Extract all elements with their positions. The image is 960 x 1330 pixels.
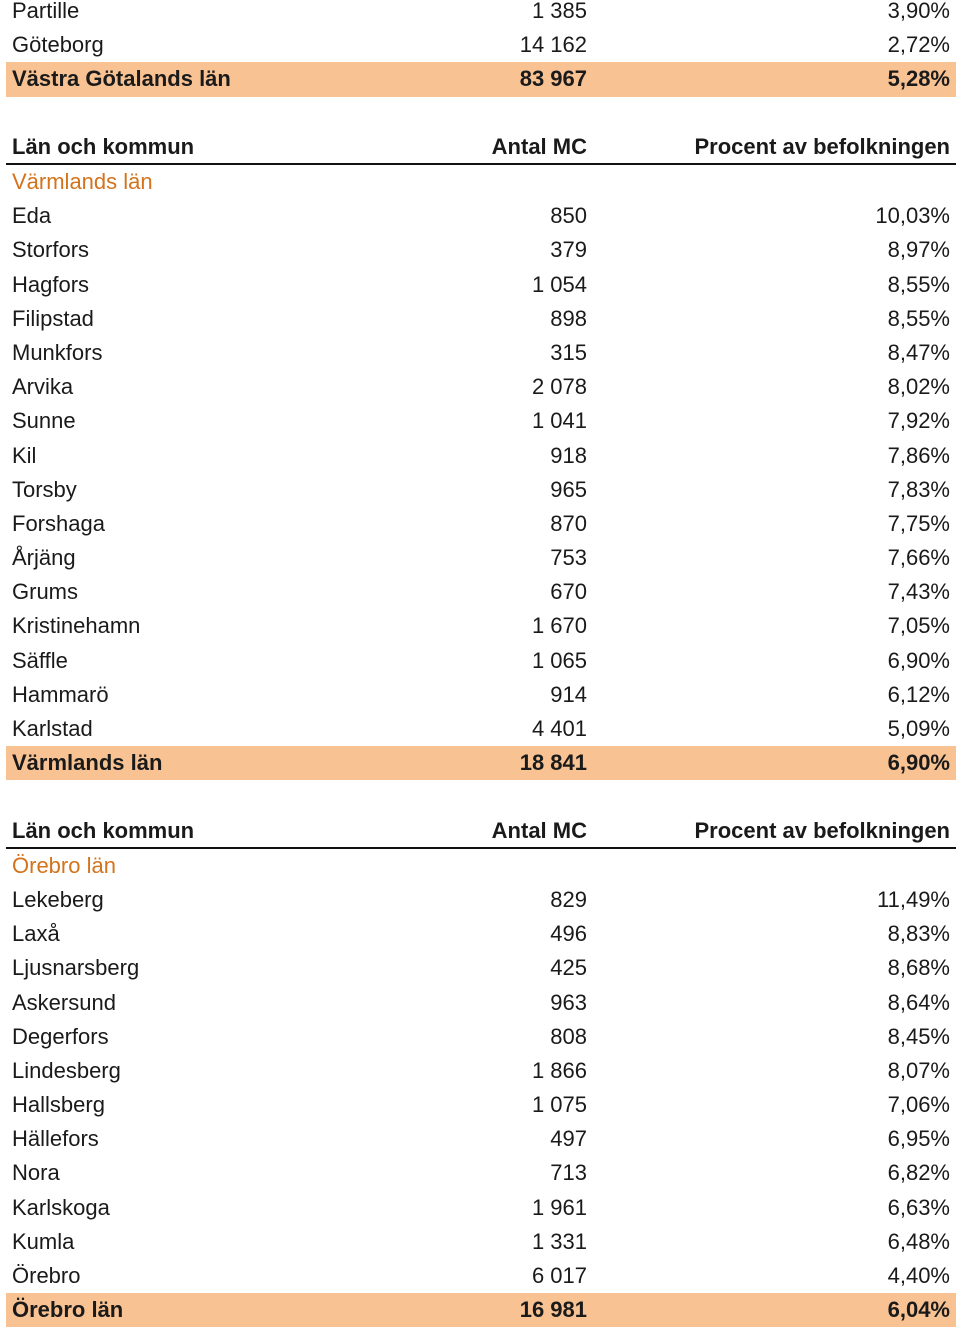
mc-count: 2 078: [531, 374, 587, 400]
percent-population: 8,55%: [887, 305, 950, 331]
percent-population: 7,06%: [887, 1092, 950, 1118]
percent-population: 5,09%: [887, 716, 950, 742]
municipality-name: Storfors: [12, 237, 90, 263]
mc-count: 425: [550, 955, 587, 981]
percent-population: 8,55%: [887, 271, 950, 297]
percent-population: 7,86%: [887, 442, 950, 468]
mc-count: 829: [550, 886, 587, 912]
header-mc-count: Antal MC: [491, 133, 587, 159]
percent-population: 8,07%: [887, 1057, 950, 1083]
municipality-name: Eda: [12, 203, 52, 229]
mc-count: 1 054: [531, 271, 587, 297]
mc-count: 14 162: [519, 32, 587, 58]
header-mc-count: Antal MC: [491, 817, 587, 843]
mc-count: 1 041: [531, 408, 587, 434]
municipality-name: Hammarö: [12, 681, 109, 707]
blank-spacer-row: [6, 97, 956, 131]
total-mc-count: 18 841: [519, 750, 587, 776]
mc-count: 670: [550, 579, 587, 605]
percent-population: 2,72%: [887, 32, 950, 58]
municipality-name: Hagfors: [12, 271, 90, 297]
percent-population: 8,02%: [887, 374, 950, 400]
municipality-name: Grums: [12, 579, 78, 605]
mc-count: 918: [550, 442, 587, 468]
municipality-name: Laxå: [12, 921, 60, 947]
municipality-name: Degerfors: [12, 1023, 109, 1049]
mc-count: 1 670: [531, 613, 587, 639]
mc-count: 1 331: [531, 1228, 587, 1254]
spreadsheet-table: [6, 0, 956, 1327]
table-row: [6, 370, 956, 404]
municipality-name: Torsby: [12, 476, 77, 502]
header-municipality: Län och kommun: [12, 817, 195, 843]
county-heading: Värmlands län: [12, 169, 153, 195]
column-header-row: [6, 815, 956, 849]
table-row: [6, 541, 956, 575]
percent-population: 6,63%: [887, 1194, 950, 1220]
percent-population: 8,45%: [887, 1023, 950, 1049]
table-row: [6, 28, 956, 62]
table-row: [6, 1191, 956, 1225]
table-row: [6, 1156, 956, 1190]
total-name: Örebro län: [12, 1297, 124, 1323]
municipality-name: Hällefors: [12, 1126, 99, 1152]
table-row: [6, 712, 956, 746]
municipality-name: Lekeberg: [12, 886, 104, 912]
header-percent-population: Procent av befolkningen: [694, 817, 950, 843]
blank-spacer-row: [6, 780, 956, 814]
mc-count: 870: [550, 510, 587, 536]
mc-count: 379: [550, 237, 587, 263]
percent-population: 7,92%: [887, 408, 950, 434]
total-percent: 6,90%: [887, 750, 950, 776]
municipality-name: Kil: [12, 442, 37, 468]
municipality-name: Filipstad: [12, 305, 94, 331]
percent-population: 7,43%: [887, 579, 950, 605]
percent-population: 6,82%: [887, 1160, 950, 1186]
percent-population: 6,95%: [887, 1126, 950, 1152]
mc-count: 753: [550, 545, 587, 571]
municipality-name: Årjäng: [12, 545, 76, 571]
table-row: [6, 1088, 956, 1122]
total-percent: 6,04%: [887, 1297, 950, 1323]
municipality-name: Hallsberg: [12, 1092, 105, 1118]
municipality-name: Arvika: [12, 374, 74, 400]
total-percent: 5,28%: [887, 66, 950, 92]
mc-count: 914: [550, 681, 587, 707]
total-mc-count: 83 967: [519, 66, 587, 92]
percent-population: 6,90%: [887, 647, 950, 673]
table-row: [6, 302, 956, 336]
county-heading-row: [6, 849, 956, 883]
table-row: [6, 678, 956, 712]
percent-population: 11,49%: [877, 886, 950, 912]
percent-population: 8,68%: [887, 955, 950, 981]
table-row: [6, 1122, 956, 1156]
percent-population: 8,83%: [887, 921, 950, 947]
table-row: [6, 438, 956, 472]
county-total-row: [6, 62, 956, 96]
percent-population: 3,90%: [887, 0, 950, 24]
mc-count: 496: [550, 921, 587, 947]
mc-count: 6 017: [531, 1263, 587, 1289]
column-header-row: [6, 131, 956, 165]
table-row: [6, 1054, 956, 1088]
municipality-name: Forshaga: [12, 510, 105, 536]
table-row: [6, 199, 956, 233]
percent-population: 10,03%: [875, 203, 950, 229]
municipality-name: Askersund: [12, 989, 116, 1015]
county-heading-row: [6, 165, 956, 199]
municipality-name: Munkfors: [12, 339, 103, 365]
mc-count: 497: [550, 1126, 587, 1152]
header-municipality: Län och kommun: [12, 133, 195, 159]
municipality-name: Karlskoga: [12, 1194, 110, 1220]
percent-population: 7,66%: [887, 545, 950, 571]
mc-count: 4 401: [531, 716, 587, 742]
municipality-name: Örebro: [12, 1263, 81, 1289]
municipality-name: Lindesberg: [12, 1057, 121, 1083]
header-percent-population: Procent av befolkningen: [694, 133, 950, 159]
municipality-name: Ljusnarsberg: [12, 955, 140, 981]
municipality-name: Partille: [12, 0, 80, 24]
mc-count: 1 866: [531, 1057, 587, 1083]
total-mc-count: 16 981: [519, 1297, 587, 1323]
table-row: [6, 951, 956, 985]
municipality-name: Karlstad: [12, 716, 93, 742]
percent-population: 6,48%: [887, 1228, 950, 1254]
table-row: [6, 1225, 956, 1259]
table-row: [6, 404, 956, 438]
county-heading: Örebro län: [12, 852, 116, 878]
municipality-name: Kristinehamn: [12, 613, 141, 639]
municipality-name: Göteborg: [12, 32, 104, 58]
percent-population: 8,64%: [887, 989, 950, 1015]
mc-count: 315: [550, 339, 587, 365]
percent-population: 7,83%: [887, 476, 950, 502]
table-row: [6, 0, 956, 28]
municipality-name: Sunne: [12, 408, 76, 434]
mc-count: 808: [550, 1023, 587, 1049]
percent-population: 8,97%: [887, 237, 950, 263]
percent-population: 4,40%: [887, 1263, 950, 1289]
mc-count: 1 385: [531, 0, 587, 24]
municipality-name: Säffle: [12, 647, 68, 673]
mc-count: 713: [550, 1160, 587, 1186]
table-row: [6, 507, 956, 541]
mc-count: 1 961: [531, 1194, 587, 1220]
table-row: [6, 473, 956, 507]
table-row: [6, 917, 956, 951]
table-row: [6, 336, 956, 370]
table-row: [6, 575, 956, 609]
county-total-row: [6, 1293, 956, 1327]
municipality-name: Kumla: [12, 1228, 75, 1254]
table-row: [6, 268, 956, 302]
percent-population: 6,12%: [887, 681, 950, 707]
percent-population: 7,75%: [887, 510, 950, 536]
table-row: [6, 609, 956, 643]
table-row: [6, 233, 956, 267]
percent-population: 8,47%: [887, 339, 950, 365]
mc-count: 1 065: [531, 647, 587, 673]
table-row: [6, 985, 956, 1019]
table-row: [6, 883, 956, 917]
total-name: Värmlands län: [12, 750, 163, 776]
municipality-name: Nora: [12, 1160, 60, 1186]
percent-population: 7,05%: [887, 613, 950, 639]
total-name: Västra Götalands län: [12, 66, 231, 92]
mc-count: 965: [550, 476, 587, 502]
mc-count: 963: [550, 989, 587, 1015]
mc-count: 850: [550, 203, 587, 229]
table-row: [6, 1020, 956, 1054]
mc-count: 898: [550, 305, 587, 331]
mc-count: 1 075: [531, 1092, 587, 1118]
county-total-row: [6, 746, 956, 780]
table-row: [6, 1259, 956, 1293]
table-row: [6, 644, 956, 678]
